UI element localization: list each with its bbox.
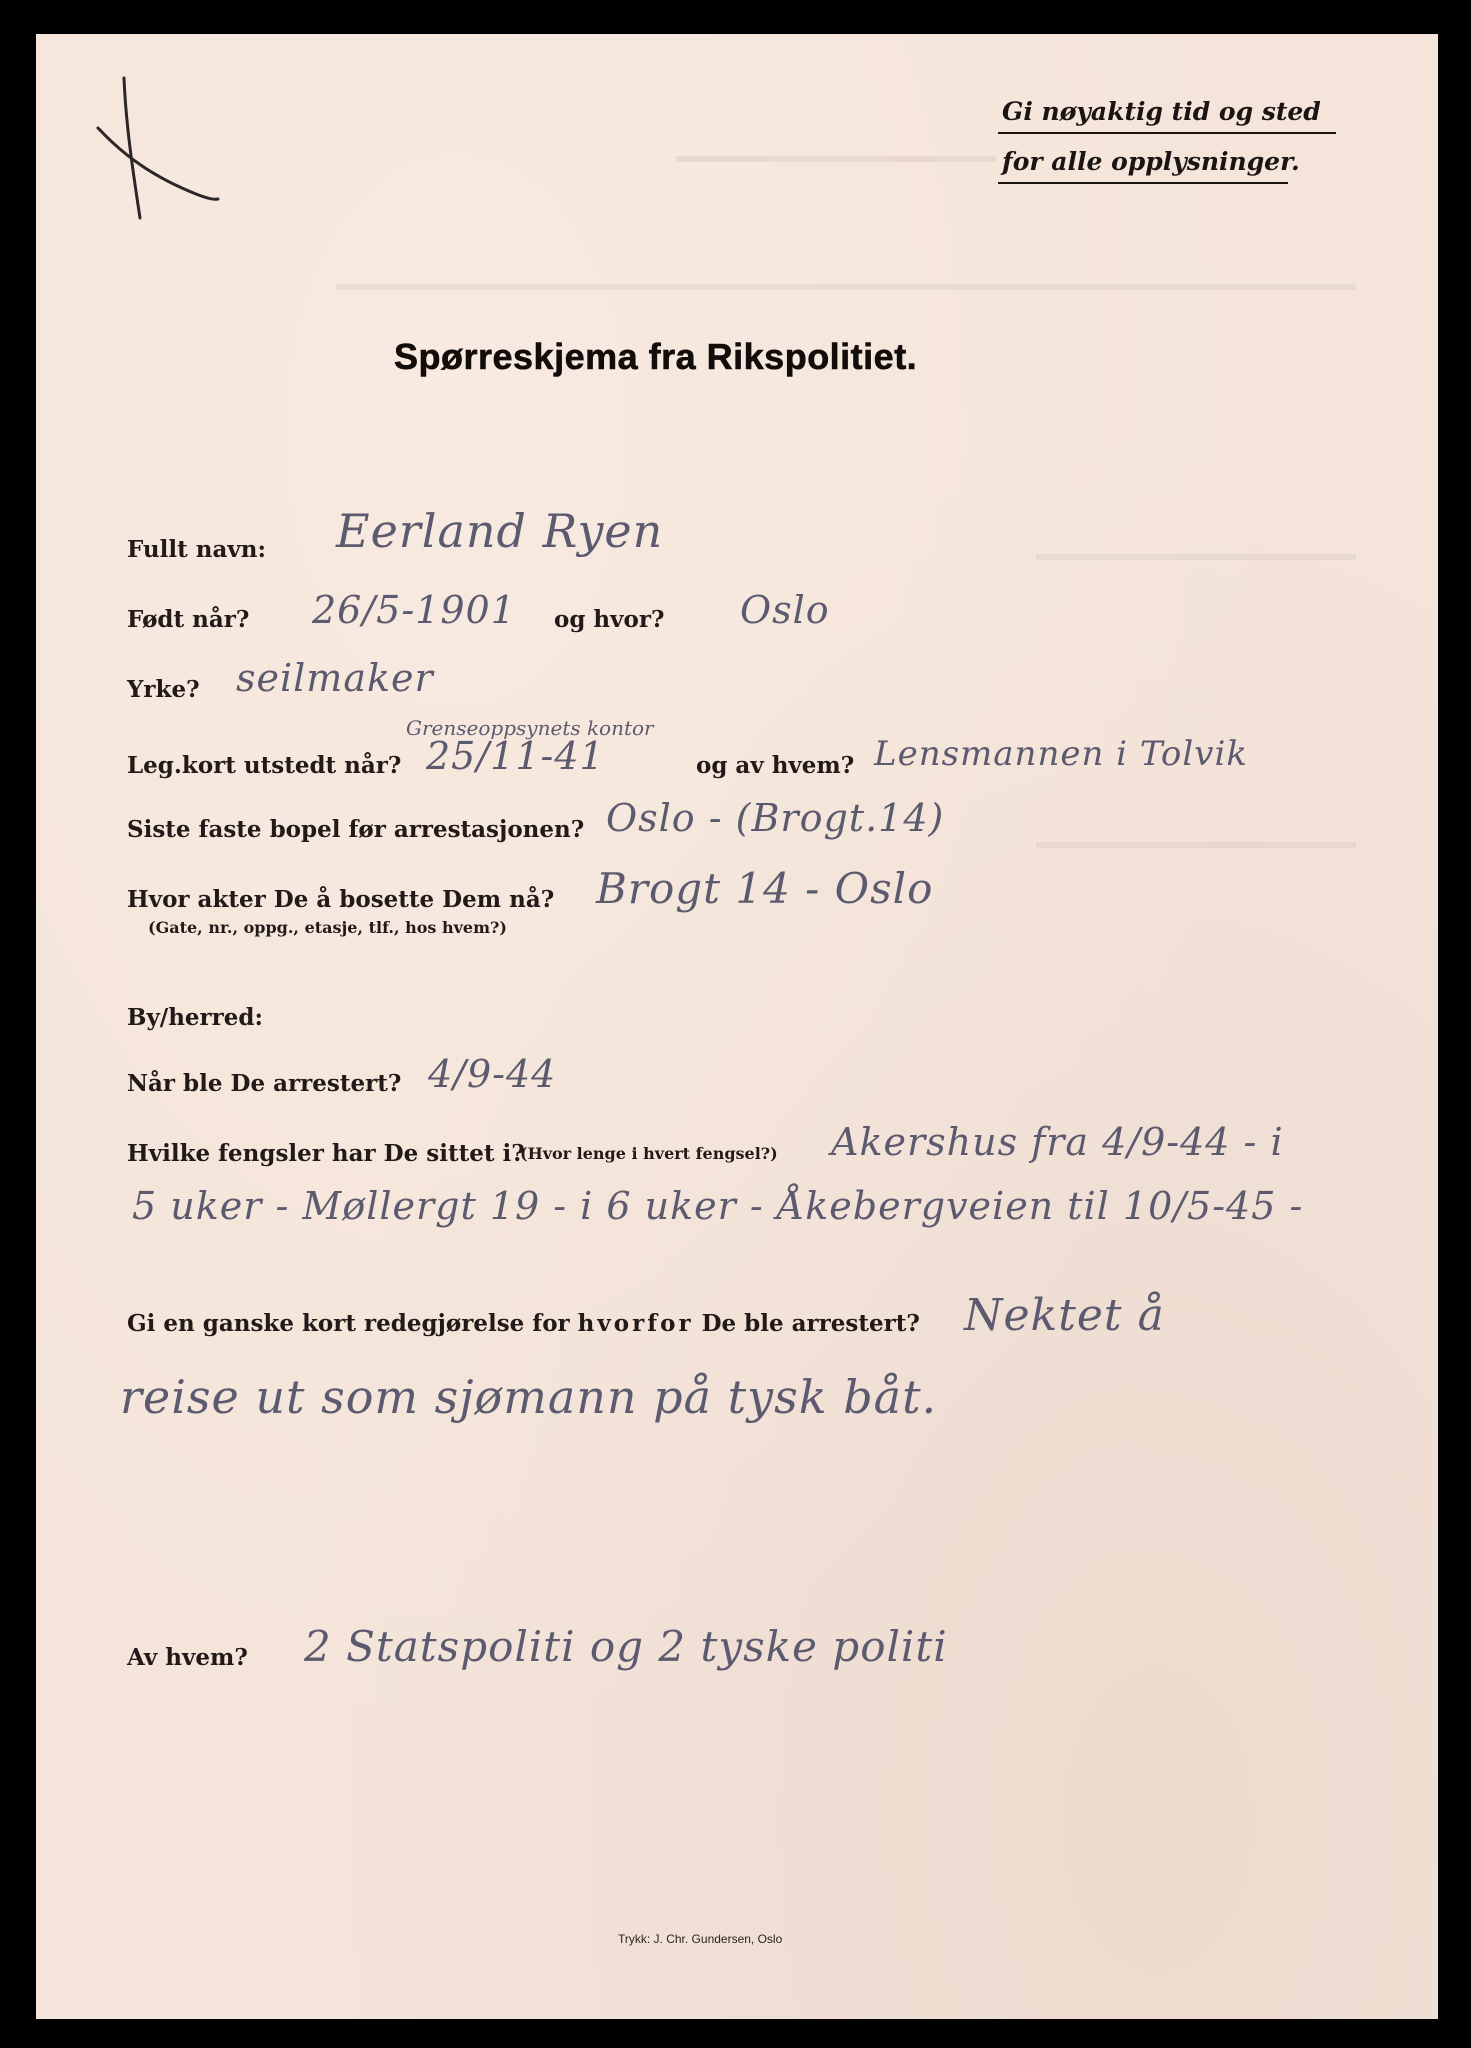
arrest-date-label: Når ble De arrestert? <box>127 1070 402 1097</box>
last-address-label: Siste faste bopel før arrestasjonen? <box>127 816 585 843</box>
prisons-label: Hvilke fengsler har De sittet i? <box>127 1140 525 1167</box>
prisons-sublabel: (Hvor lenge i hvert fengsel?) <box>520 1144 778 1163</box>
born-date-value: 26/5-1901 <box>312 588 516 632</box>
prisons-value-line-2: 5 uker - Møllergt 19 - i 6 uker - Åkebergveien til 10/5-45 - <box>132 1184 1304 1228</box>
municipality-label: By/herred: <box>127 1004 264 1031</box>
born-label: Født når? <box>127 606 250 633</box>
form-page <box>36 34 1438 2019</box>
reason-value-line-1: Nektet å <box>964 1290 1165 1341</box>
notice-underline-2 <box>998 182 1288 184</box>
printer-credit: Trykk: J. Chr. Gundersen, Oslo <box>618 1932 783 1946</box>
occupation-label: Yrke? <box>127 676 200 703</box>
occupation-value: seilmaker <box>236 656 434 700</box>
bleed-through <box>676 156 996 162</box>
born-place-value: Oslo <box>740 588 830 632</box>
arrest-date-value: 4/9-44 <box>428 1052 557 1096</box>
last-address-value: Oslo - (Brogt.14) <box>606 796 945 840</box>
id-card-issuer-value: Lensmannen i Tolvik <box>874 734 1248 774</box>
future-address-sublabel: (Gate, nr., oppg., etasje, tlf., hos hvem?) <box>148 918 507 937</box>
id-card-date-value: 25/11-41 <box>426 734 605 778</box>
notice-line-1: Gi nøyaktig tid og sted <box>1002 97 1321 126</box>
bleed-through <box>1036 842 1356 848</box>
prisons-value-line-1: Akershus fra 4/9-44 - i <box>831 1120 1284 1164</box>
future-address-value: Brogt 14 - Oslo <box>596 864 934 913</box>
notice-line-2: for alle opplysninger. <box>1002 147 1300 176</box>
id-card-label: Leg.kort utstedt når? <box>127 752 402 779</box>
form-title: Spørreskjema fra Rikspolitiet. <box>394 336 918 377</box>
reason-label-prefix: Gi en ganske kort redegjørelse for <box>127 1310 570 1337</box>
reason-value-line-2: reise ut som sjømann på tysk båt. <box>120 1370 938 1424</box>
id-card-issuer-label: og av hvem? <box>696 752 855 779</box>
notice-underline-1 <box>998 132 1336 134</box>
name-value: Eerland Ryen <box>336 504 664 558</box>
name-label: Fullt navn: <box>127 536 266 563</box>
arrested-by-value: 2 Statspoliti og 2 tyske politi <box>304 1622 948 1671</box>
born-place-label: og hvor? <box>554 606 665 633</box>
bleed-through <box>336 284 1356 290</box>
reason-label-emphasis: hvorfor <box>577 1310 694 1337</box>
arrested-by-label: Av hvem? <box>127 1644 248 1671</box>
future-address-label: Hvor akter De å bosette Dem nå? <box>127 886 555 913</box>
bleed-through <box>1036 554 1356 560</box>
cross-mark-icon <box>96 68 236 228</box>
reason-label <box>127 1310 920 1337</box>
id-card-annotation: Grenseoppsynets kontor <box>406 716 654 740</box>
reason-label-suffix: De ble arrestert? <box>701 1310 920 1337</box>
